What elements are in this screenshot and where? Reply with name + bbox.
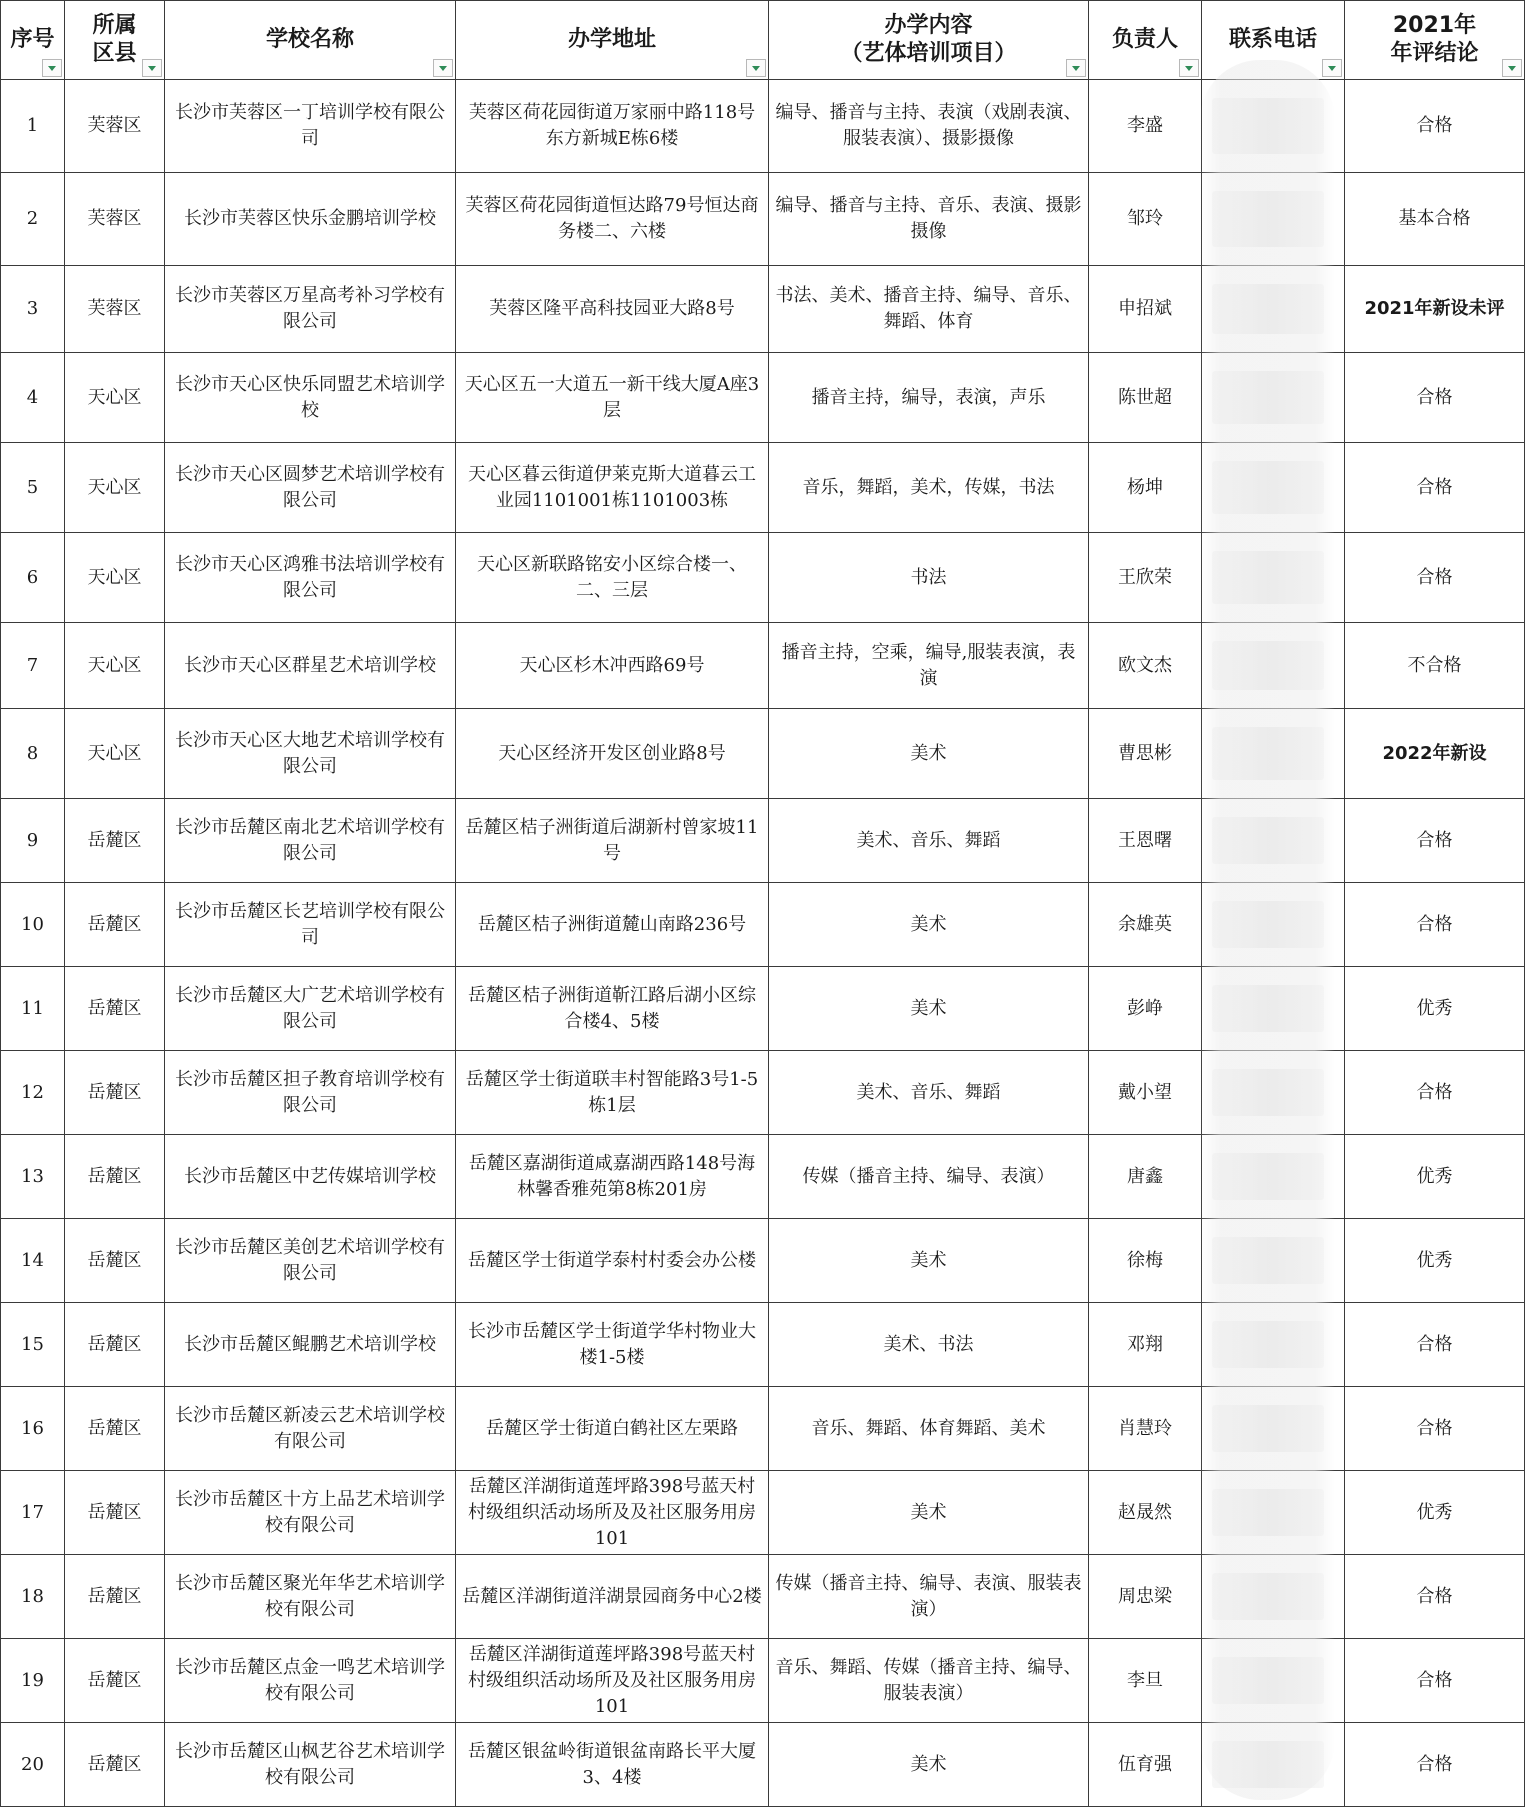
cell-school: 长沙市天心区快乐同盟艺术培训学校 [165, 353, 456, 443]
cell-address: 岳麓区学士街道学泰村村委会办公楼 [456, 1219, 769, 1303]
cell-address: 岳麓区银盆岭街道银盆南路长平大厦3、4楼 [456, 1723, 769, 1807]
cell-seq: 11 [1, 967, 65, 1051]
header-seq: 序号 [1, 1, 65, 80]
cell-person: 李盛 [1089, 80, 1202, 173]
table-row [1, 1303, 1525, 1387]
cell-district: 岳麓区 [65, 1471, 165, 1555]
cell-content: 美术 [769, 883, 1089, 967]
cell-seq: 4 [1, 353, 65, 443]
table-row [1, 533, 1525, 623]
blurred-phone [1212, 1069, 1324, 1116]
cell-phone [1202, 353, 1345, 443]
cell-school: 长沙市岳麓区鲲鹏艺术培训学校 [165, 1303, 456, 1387]
cell-content: 美术 [769, 709, 1089, 799]
cell-school: 长沙市天心区鸿雅书法培训学校有限公司 [165, 533, 456, 623]
cell-address: 芙蓉区隆平高科技园亚大路8号 [456, 266, 769, 353]
cell-school: 长沙市天心区大地艺术培训学校有限公司 [165, 709, 456, 799]
table-row [1, 1555, 1525, 1639]
cell-district: 天心区 [65, 709, 165, 799]
cell-content: 美术 [769, 1219, 1089, 1303]
cell-content: 美术、书法 [769, 1303, 1089, 1387]
cell-address: 岳麓区嘉湖街道咸嘉湖西路148号海林馨香雅苑第8栋201房 [456, 1135, 769, 1219]
cell-phone [1202, 1555, 1345, 1639]
cell-seq: 20 [1, 1723, 65, 1807]
filter-dropdown-icon[interactable] [42, 59, 62, 77]
cell-eval: 基本合格 [1345, 173, 1525, 266]
cell-school: 长沙市芙蓉区快乐金鹏培训学校 [165, 173, 456, 266]
cell-eval: 合格 [1345, 1639, 1525, 1723]
cell-content: 编导、播音与主持、音乐、表演、摄影摄像 [769, 173, 1089, 266]
cell-phone [1202, 709, 1345, 799]
cell-seq: 19 [1, 1639, 65, 1723]
cell-content: 编导、播音与主持、表演（戏剧表演、服装表演）、摄影摄像 [769, 80, 1089, 173]
blurred-phone [1212, 1405, 1324, 1452]
table-row [1, 967, 1525, 1051]
table-row [1, 1219, 1525, 1303]
cell-seq: 3 [1, 266, 65, 353]
cell-content: 传媒（播音主持、编导、表演、服装表演） [769, 1555, 1089, 1639]
cell-eval: 合格 [1345, 1051, 1525, 1135]
table-row [1, 1471, 1525, 1555]
cell-person: 邹玲 [1089, 173, 1202, 266]
blurred-phone [1212, 1657, 1324, 1704]
cell-eval: 合格 [1345, 883, 1525, 967]
cell-school: 长沙市岳麓区山枫艺谷艺术培训学校有限公司 [165, 1723, 456, 1807]
cell-content: 美术、音乐、舞蹈 [769, 799, 1089, 883]
cell-seq: 1 [1, 80, 65, 173]
header-row [1, 1, 1525, 80]
blurred-phone [1212, 191, 1324, 247]
table-row [1, 173, 1525, 266]
cell-school: 长沙市岳麓区美创艺术培训学校有限公司 [165, 1219, 456, 1303]
cell-eval: 合格 [1345, 443, 1525, 533]
cell-eval: 2021年新设未评 [1345, 266, 1525, 353]
filter-dropdown-icon[interactable] [1322, 59, 1342, 77]
cell-person: 欧文杰 [1089, 623, 1202, 709]
blurred-phone [1212, 985, 1324, 1032]
filter-dropdown-icon[interactable] [1502, 59, 1522, 77]
cell-eval: 合格 [1345, 353, 1525, 443]
cell-eval: 2022年新设 [1345, 709, 1525, 799]
cell-person: 徐梅 [1089, 1219, 1202, 1303]
cell-seq: 17 [1, 1471, 65, 1555]
table-row [1, 1051, 1525, 1135]
cell-district: 岳麓区 [65, 1639, 165, 1723]
blurred-phone [1212, 461, 1324, 514]
cell-eval: 合格 [1345, 799, 1525, 883]
cell-person: 伍育强 [1089, 1723, 1202, 1807]
cell-phone [1202, 266, 1345, 353]
cell-eval: 合格 [1345, 1387, 1525, 1471]
blurred-phone [1212, 98, 1324, 154]
cell-school: 长沙市岳麓区大广艺术培训学校有限公司 [165, 967, 456, 1051]
cell-phone [1202, 443, 1345, 533]
cell-address: 岳麓区洋湖街道莲坪路398号蓝天村村级组织活动场所及及社区服务用房101 [456, 1639, 769, 1723]
header-school: 学校名称 [165, 1, 456, 80]
filter-dropdown-icon[interactable] [746, 59, 766, 77]
blurred-phone [1212, 1741, 1324, 1788]
table-row [1, 1387, 1525, 1471]
header-person: 负责人 [1089, 1, 1202, 80]
cell-seq: 16 [1, 1387, 65, 1471]
cell-phone [1202, 1051, 1345, 1135]
cell-eval: 合格 [1345, 1723, 1525, 1807]
cell-address: 天心区新联路铭安小区综合楼一、二、三层 [456, 533, 769, 623]
cell-school: 长沙市芙蓉区万星高考补习学校有限公司 [165, 266, 456, 353]
cell-content: 书法 [769, 533, 1089, 623]
cell-phone [1202, 80, 1345, 173]
blurred-phone [1212, 1573, 1324, 1620]
cell-address: 岳麓区桔子洲街道靳江路后湖小区综合楼4、5楼 [456, 967, 769, 1051]
cell-district: 天心区 [65, 443, 165, 533]
header-phone: 联系电话 [1202, 1, 1345, 80]
cell-district: 芙蓉区 [65, 80, 165, 173]
cell-seq: 2 [1, 173, 65, 266]
cell-seq: 12 [1, 1051, 65, 1135]
table-row [1, 80, 1525, 173]
cell-school: 长沙市岳麓区中艺传媒培训学校 [165, 1135, 456, 1219]
header-address: 办学地址 [456, 1, 769, 80]
cell-school: 长沙市岳麓区担子教育培训学校有限公司 [165, 1051, 456, 1135]
cell-content: 传媒（播音主持、编导、表演） [769, 1135, 1089, 1219]
cell-seq: 6 [1, 533, 65, 623]
cell-address: 芙蓉区荷花园街道恒达路79号恒达商务楼二、六楼 [456, 173, 769, 266]
cell-seq: 9 [1, 799, 65, 883]
blurred-phone [1212, 1237, 1324, 1284]
cell-school: 长沙市天心区群星艺术培训学校 [165, 623, 456, 709]
cell-district: 岳麓区 [65, 799, 165, 883]
filter-dropdown-icon[interactable] [1179, 59, 1199, 77]
table-row [1, 623, 1525, 709]
cell-address: 芙蓉区荷花园街道万家丽中路118号东方新城E栋6楼 [456, 80, 769, 173]
cell-content: 美术 [769, 967, 1089, 1051]
cell-content: 音乐，舞蹈，美术，传媒，书法 [769, 443, 1089, 533]
filter-dropdown-icon[interactable] [433, 59, 453, 77]
blurred-phone [1212, 641, 1324, 690]
cell-address: 天心区经济开发区创业路8号 [456, 709, 769, 799]
cell-phone [1202, 1303, 1345, 1387]
cell-person: 申招斌 [1089, 266, 1202, 353]
cell-seq: 8 [1, 709, 65, 799]
table-row [1, 1723, 1525, 1807]
cell-phone [1202, 883, 1345, 967]
cell-address: 天心区五一大道五一新干线大厦A座3层 [456, 353, 769, 443]
cell-seq: 7 [1, 623, 65, 709]
cell-address: 岳麓区学士街道白鹤社区左栗路 [456, 1387, 769, 1471]
cell-person: 邓翔 [1089, 1303, 1202, 1387]
header-eval: 2021年 年评结论 [1345, 1, 1525, 80]
cell-district: 岳麓区 [65, 1135, 165, 1219]
cell-eval: 优秀 [1345, 967, 1525, 1051]
cell-phone [1202, 623, 1345, 709]
cell-person: 王恩曙 [1089, 799, 1202, 883]
cell-district: 芙蓉区 [65, 173, 165, 266]
header-content: 办学内容 （艺体培训项目） [769, 1, 1089, 80]
cell-school: 长沙市岳麓区聚光年华艺术培训学校有限公司 [165, 1555, 456, 1639]
cell-phone [1202, 1723, 1345, 1807]
cell-district: 岳麓区 [65, 1303, 165, 1387]
cell-school: 长沙市芙蓉区一丁培训学校有限公司 [165, 80, 456, 173]
cell-eval: 优秀 [1345, 1471, 1525, 1555]
cell-district: 天心区 [65, 623, 165, 709]
cell-phone [1202, 967, 1345, 1051]
cell-eval: 合格 [1345, 1303, 1525, 1387]
blurred-phone [1212, 551, 1324, 604]
cell-district: 岳麓区 [65, 1387, 165, 1471]
cell-seq: 15 [1, 1303, 65, 1387]
cell-person: 赵晟然 [1089, 1471, 1202, 1555]
blurred-phone [1212, 1321, 1324, 1368]
cell-phone [1202, 533, 1345, 623]
cell-phone [1202, 1219, 1345, 1303]
cell-content: 美术 [769, 1723, 1089, 1807]
table-row [1, 799, 1525, 883]
cell-person: 李旦 [1089, 1639, 1202, 1723]
cell-phone [1202, 1387, 1345, 1471]
cell-content: 播音主持，空乘，编导,服装表演，表演 [769, 623, 1089, 709]
filter-dropdown-icon[interactable] [142, 59, 162, 77]
table-row [1, 266, 1525, 353]
table-row [1, 883, 1525, 967]
table-row [1, 353, 1525, 443]
cell-content: 书法、美术、播音主持、编导、音乐、舞蹈、体育 [769, 266, 1089, 353]
cell-school: 长沙市岳麓区点金一鸣艺术培训学校有限公司 [165, 1639, 456, 1723]
cell-person: 陈世超 [1089, 353, 1202, 443]
blurred-phone [1212, 1153, 1324, 1200]
cell-content: 美术 [769, 1471, 1089, 1555]
cell-seq: 10 [1, 883, 65, 967]
cell-district: 岳麓区 [65, 967, 165, 1051]
cell-district: 岳麓区 [65, 1723, 165, 1807]
cell-address: 长沙市岳麓区学士街道学华村物业大楼1-5楼 [456, 1303, 769, 1387]
table-row [1, 709, 1525, 799]
cell-person: 余雄英 [1089, 883, 1202, 967]
cell-school: 长沙市岳麓区南北艺术培训学校有限公司 [165, 799, 456, 883]
cell-address: 岳麓区桔子洲街道后湖新村曾家坡11号 [456, 799, 769, 883]
cell-content: 美术、音乐、舞蹈 [769, 1051, 1089, 1135]
header-district: 所属 区县 [65, 1, 165, 80]
cell-phone [1202, 1471, 1345, 1555]
cell-seq: 18 [1, 1555, 65, 1639]
cell-eval: 合格 [1345, 80, 1525, 173]
cell-person: 唐鑫 [1089, 1135, 1202, 1219]
cell-eval: 合格 [1345, 533, 1525, 623]
cell-phone [1202, 173, 1345, 266]
cell-person: 杨坤 [1089, 443, 1202, 533]
blurred-phone [1212, 371, 1324, 424]
cell-person: 王欣荣 [1089, 533, 1202, 623]
cell-school: 长沙市岳麓区新凌云艺术培训学校有限公司 [165, 1387, 456, 1471]
filter-dropdown-icon[interactable] [1066, 59, 1086, 77]
cell-address: 岳麓区洋湖街道洋湖景园商务中心2楼 [456, 1555, 769, 1639]
cell-person: 曹思彬 [1089, 709, 1202, 799]
blurred-phone [1212, 901, 1324, 948]
cell-district: 芙蓉区 [65, 266, 165, 353]
table-row [1, 1135, 1525, 1219]
cell-district: 岳麓区 [65, 1219, 165, 1303]
cell-address: 岳麓区洋湖街道莲坪路398号蓝天村村级组织活动场所及及社区服务用房101 [456, 1471, 769, 1555]
cell-person: 戴小望 [1089, 1051, 1202, 1135]
cell-eval: 不合格 [1345, 623, 1525, 709]
cell-address: 天心区暮云街道伊莱克斯大道暮云工业园1101001栋1101003栋 [456, 443, 769, 533]
cell-seq: 13 [1, 1135, 65, 1219]
cell-eval: 合格 [1345, 1555, 1525, 1639]
cell-district: 岳麓区 [65, 883, 165, 967]
cell-school: 长沙市岳麓区十方上品艺术培训学校有限公司 [165, 1471, 456, 1555]
cell-person: 肖慧玲 [1089, 1387, 1202, 1471]
cell-eval: 优秀 [1345, 1219, 1525, 1303]
cell-eval: 优秀 [1345, 1135, 1525, 1219]
cell-person: 周忠梁 [1089, 1555, 1202, 1639]
table-row [1, 443, 1525, 533]
blurred-phone [1212, 817, 1324, 864]
blurred-phone [1212, 727, 1324, 780]
cell-content: 音乐、舞蹈、传媒（播音主持、编导、服装表演） [769, 1639, 1089, 1723]
cell-phone [1202, 799, 1345, 883]
cell-address: 天心区杉木冲西路69号 [456, 623, 769, 709]
cell-phone [1202, 1639, 1345, 1723]
cell-district: 岳麓区 [65, 1555, 165, 1639]
cell-content: 播音主持，编导，表演，声乐 [769, 353, 1089, 443]
cell-person: 彭峥 [1089, 967, 1202, 1051]
blurred-phone [1212, 284, 1324, 334]
cell-school: 长沙市岳麓区长艺培训学校有限公司 [165, 883, 456, 967]
cell-address: 岳麓区学士街道联丰村智能路3号1-5栋1层 [456, 1051, 769, 1135]
cell-district: 天心区 [65, 353, 165, 443]
cell-phone [1202, 1135, 1345, 1219]
cell-content: 音乐、舞蹈、体育舞蹈、美术 [769, 1387, 1089, 1471]
cell-seq: 5 [1, 443, 65, 533]
cell-district: 岳麓区 [65, 1051, 165, 1135]
cell-address: 岳麓区桔子洲街道麓山南路236号 [456, 883, 769, 967]
blurred-phone [1212, 1489, 1324, 1536]
cell-school: 长沙市天心区圆梦艺术培训学校有限公司 [165, 443, 456, 533]
cell-seq: 14 [1, 1219, 65, 1303]
cell-district: 天心区 [65, 533, 165, 623]
table-row [1, 1639, 1525, 1723]
